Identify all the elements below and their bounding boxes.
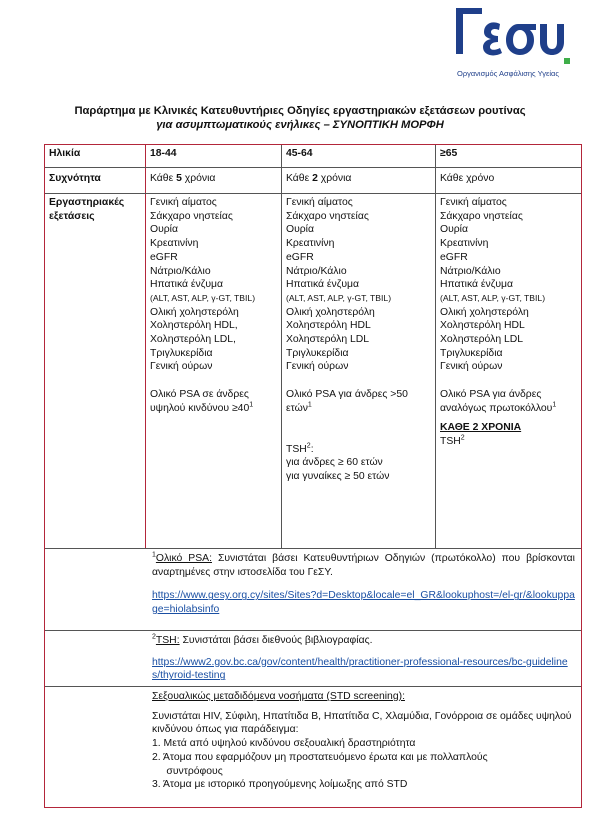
gesy-logo xyxy=(446,2,570,82)
psa-guidelines-link[interactable]: https://www.gesy.org.cy/sites/Sites?d=Desktop&locale=el_GR&lookuphost=/el-gr/&lookuppage=hiolabsinfo xyxy=(152,590,575,616)
age-label: Ηλικία xyxy=(45,145,146,167)
freq-number: 2 xyxy=(312,173,318,184)
test-item: Ηπατικά ένζυμα xyxy=(150,279,223,291)
freq-text: χρόνια xyxy=(181,173,216,184)
test-item: Γενική αίματος xyxy=(150,197,217,208)
test-item: Γενική ούρων xyxy=(150,361,213,373)
tsh-text: TSH xyxy=(286,443,307,455)
logo-subtitle: Οργανισμός Ασφάλισης Υγείας xyxy=(457,69,559,78)
test-item: Ηπατικά ένζυμα xyxy=(440,279,513,291)
guidelines-table xyxy=(44,144,582,808)
test-item: Χοληστερόλη LDL, xyxy=(150,334,236,346)
std-note-text: Συνιστάται HIV, Σύφιλη, Ηπατίτιδα Β, Ηπατίτιδα C, Χλαμύδια, Γονόρροια σε ομάδες υψηλού κινδύνου όπως για παράδειγμα: xyxy=(152,710,572,736)
test-item: Τριγλυκερίδια xyxy=(440,347,503,359)
footnote-ref: 1 xyxy=(249,401,254,409)
age-45-64: 45-64 xyxy=(282,145,436,167)
psa-note-line: Ολικό PSA για άνδρες >50 xyxy=(286,388,408,400)
test-item: Χοληστερόλη HDL xyxy=(440,320,525,332)
test-item: Ουρία xyxy=(150,224,178,236)
page-title xyxy=(20,104,580,132)
empty-cell xyxy=(45,631,146,686)
psa-footnote-body: Συνιστάται βάσει Κατευθυντήριων Οδηγιών (πρωτόκολλο) που βρίσκονται αναρτημένες στην ιστοσελίδα του ΓεΣΥ. xyxy=(152,553,575,578)
psa-footnote xyxy=(146,549,581,630)
tsh-footnote xyxy=(146,631,581,686)
footnote-marker: 2 xyxy=(152,633,156,641)
psa-note-line: Ολικό PSA για άνδρες xyxy=(440,388,542,400)
test-item: Γενική αίματος xyxy=(440,197,507,208)
test-item: Γενική ούρων xyxy=(440,361,503,373)
std-list-item: 3. Άτομα με ιστορικό προηγούμενης λοίμωξης από STD xyxy=(152,779,408,791)
test-item: eGFR xyxy=(150,251,178,263)
test-item: Χοληστερόλη LDL xyxy=(440,334,524,346)
test-item: Σάκχαρο νηστείας xyxy=(286,210,369,222)
psa-note-line: Ολικό PSA σε άνδρες xyxy=(150,388,249,400)
test-item: Τριγλυκερίδια xyxy=(286,347,349,359)
frequency-65-plus: Κάθε χρόνο xyxy=(440,173,495,184)
tsh-note-line xyxy=(440,435,577,449)
test-item-detail: (ALT, AST, ALP, γ-GT, TBIL) xyxy=(150,292,256,303)
psa-note-text: αναλόγως πρωτοκόλλου xyxy=(440,402,553,414)
test-item: Γενική αίματος xyxy=(286,197,353,208)
tests-label-line: εξετάσεις xyxy=(49,210,95,222)
age-18-44: 18-44 xyxy=(146,145,282,167)
table-row-psa-note xyxy=(45,549,581,631)
footnote-ref: 2 xyxy=(460,434,465,442)
title-line-1: Παράρτημα με Κλινικές Κατευθυντήριες Οδηγίες εργαστηριακών εξετάσεων ρουτίνας xyxy=(74,105,526,117)
test-item: Σάκχαρο νηστείας xyxy=(150,210,233,222)
freq-text: Κάθε xyxy=(150,173,177,184)
tsh-guidelines-link[interactable]: https://www2.gov.bc.ca/gov/content/health/practitioner-professional-resources/bc-guidelines/thyroid-testing xyxy=(152,656,568,682)
test-item: eGFR xyxy=(286,251,314,263)
test-item: Ολική χοληστερόλη xyxy=(286,306,375,318)
test-item: Σάκχαρο νηστείας xyxy=(440,210,523,222)
footnote-ref: 1 xyxy=(307,401,312,409)
std-note-title: Σεξουαλικώς μεταδιδόμενα νοσήματα (STD screening): xyxy=(152,691,405,702)
tsh-footnote-body: Συνιστάται βάσει διεθνούς βιβλιογραφίας. xyxy=(179,635,373,646)
psa-note-line xyxy=(286,402,431,416)
std-list-item: συντρόφους xyxy=(152,765,223,777)
psa-footnote-title: Ολικό PSA: xyxy=(155,553,212,564)
table-row-frequency xyxy=(45,168,581,194)
test-item: Νάτριο/Κάλιο xyxy=(440,265,501,277)
tests-45-64 xyxy=(282,194,436,548)
frequency-18-44 xyxy=(146,168,282,193)
test-item: Νάτριο/Κάλιο xyxy=(286,265,347,277)
tsh-footnote-title: TSH: xyxy=(155,635,180,646)
test-item: Χοληστερόλη LDL xyxy=(286,334,370,346)
test-item: Κρεατινίνη xyxy=(440,238,489,250)
freq-number: 5 xyxy=(176,173,182,184)
test-item: Ολική χοληστερόλη xyxy=(440,306,529,318)
test-item: Ουρία xyxy=(440,224,468,236)
footnote-ref: 2 xyxy=(306,442,311,450)
std-list-item: 2. Άτομα που εφαρμόζουν μη προστατευόμενο έρωτα και με πολλαπλούς xyxy=(152,751,488,763)
test-item: eGFR xyxy=(440,251,468,263)
tsh-note-line: για γυναίκες ≥ 50 ετών xyxy=(286,471,390,483)
psa-footnote-text xyxy=(152,552,575,579)
tests-label xyxy=(45,194,146,548)
psa-note-line xyxy=(150,402,277,416)
empty-cell xyxy=(45,549,146,630)
psa-note-text: υψηλού κινδύνου ≥40 xyxy=(150,402,250,414)
psa-note-line xyxy=(440,402,577,416)
tsh-text: TSH xyxy=(440,435,461,447)
empty-cell xyxy=(45,687,146,807)
age-65-plus: ≥65 xyxy=(440,148,458,159)
test-item-detail: (ALT, AST, ALP, γ-GT, TBIL) xyxy=(286,292,392,303)
test-item: Ολική χοληστερόλη xyxy=(150,306,239,318)
test-item: Νάτριο/Κάλιο xyxy=(150,265,211,277)
table-row-std-note xyxy=(45,687,581,807)
frequency-label: Συχνότητα xyxy=(45,168,146,193)
every-2-years-heading: ΚΑΘΕ 2 ΧΡΟΝΙΑ xyxy=(440,422,522,434)
test-item: Γενική ούρων xyxy=(286,361,349,373)
table-row-tsh-note xyxy=(45,631,581,687)
title-line-2: για ασυμπτωματικούς ενήλικες – ΣΥΝΟΠΤΙΚΗ ΜΟΡΦΗ xyxy=(156,119,444,131)
test-item: Κρεατινίνη xyxy=(150,238,199,250)
tsh-note-line: για άνδρες ≥ 60 ετών xyxy=(286,457,383,469)
footnote-marker: 1 xyxy=(152,551,156,559)
test-item: Τριγλυκερίδια xyxy=(150,347,213,359)
tsh-text: : xyxy=(310,443,314,455)
tests-18-44 xyxy=(146,194,282,548)
tsh-note-head xyxy=(286,443,431,457)
tsh-footnote-text xyxy=(152,634,575,648)
test-item: Χοληστερόλη HDL, xyxy=(150,320,238,332)
std-list-item: 1. Μετά από υψηλού κινδύνου σεξουαλική δραστηριότητα xyxy=(152,738,416,750)
test-item: Ουρία xyxy=(286,224,314,236)
std-note xyxy=(146,687,581,807)
test-item: Ηπατικά ένζυμα xyxy=(286,279,359,291)
gesy-logo-mark xyxy=(446,2,570,70)
test-item: Χοληστερόλη HDL xyxy=(286,320,371,332)
psa-note-text: ετών xyxy=(286,402,308,414)
tests-65-plus xyxy=(436,194,581,548)
tests-label-line: Εργαστηριακές xyxy=(49,197,125,208)
frequency-45-64 xyxy=(282,168,436,193)
test-item-detail: (ALT, AST, ALP, γ-GT, TBIL) xyxy=(440,292,546,303)
freq-text: Κάθε xyxy=(286,173,313,184)
table-row-tests xyxy=(45,194,581,549)
test-item: Κρεατινίνη xyxy=(286,238,335,250)
freq-text: χρόνια xyxy=(317,173,352,184)
table-row-age xyxy=(45,145,581,168)
footnote-ref: 1 xyxy=(552,401,557,409)
